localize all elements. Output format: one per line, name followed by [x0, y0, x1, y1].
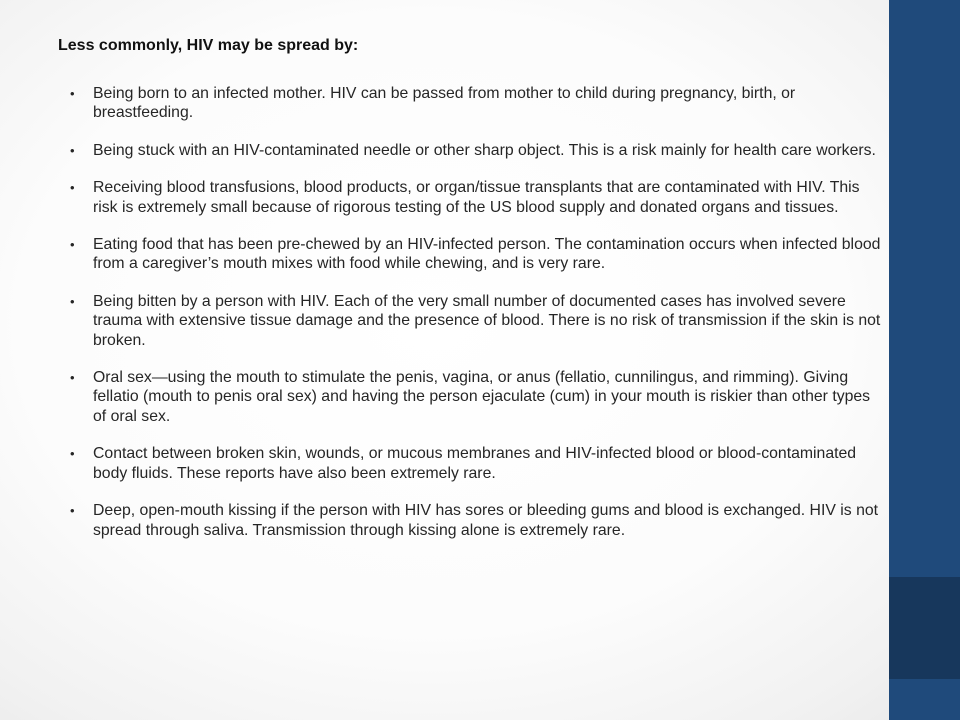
bullet-text: Oral sex—using the mouth to stimulate the penis, vagina, or anus (fellatio, cunnilingus, and rimming). Giving fellatio (mouth to penis oral sex) and having the person ejaculate (cum) in your mouth is riskier than other types of oral sex. [93, 369, 871, 425]
bullet-item [58, 235, 883, 274]
bullet-item [58, 84, 883, 123]
bullet-item [58, 501, 883, 540]
bullet-icon: • [70, 86, 75, 101]
slide-content [58, 36, 883, 558]
bullet-text: Eating food that has been pre-chewed by an HIV-infected person. The contamination occurs when infected blood from a caregiver’s mouth mixes with food while chewing, and is very rare. [93, 236, 881, 273]
bullet-icon: • [70, 180, 75, 196]
slide-heading: Less commonly, HIV may be spread by: [58, 37, 359, 54]
bullet-text: Being bitten by a person with HIV. Each of the very small number of documented cases has involved severe trauma with extensive tissue damage and the presence of blood. There is no risk of transmission if the skin is not broken. [93, 292, 881, 349]
bullet-item [58, 292, 883, 350]
bullet-text: Being stuck with an HIV-contaminated needle or other sharp object. This is a risk mainly for health care workers. [93, 141, 876, 159]
bullet-item [58, 178, 883, 217]
bullet-text: Deep, open-mouth kissing if the person with HIV has sores or bleeding gums and blood is exchanged. HIV is not spread through saliva. Transmission through kissing alone is extremely rare. [93, 502, 879, 539]
bullet-item [58, 368, 883, 426]
bullet-icon: • [70, 446, 75, 462]
side-bar-accent [889, 577, 960, 679]
bullet-icon: • [70, 237, 75, 253]
bullet-icon: • [70, 370, 75, 386]
bullet-text: Being born to an infected mother. HIV can be passed from mother to child during pregnancy, birth, or breastfeeding. [93, 85, 796, 122]
bullet-icon: • [70, 293, 75, 309]
bullet-icon: • [70, 142, 75, 158]
bullet-list [58, 84, 883, 540]
bullet-item [58, 141, 883, 160]
bullet-text: Receiving blood transfusions, blood products, or organ/tissue transplants that are contaminated with HIV. This risk is extremely small because of rigorous testing of the US blood supply and donated organs and tissues. [93, 179, 860, 216]
bullet-text: Contact between broken skin, wounds, or mucous membranes and HIV-infected blood or blood-contaminated body fluids. These reports have also been extremely rare. [93, 445, 857, 482]
bullet-item [58, 444, 883, 483]
bullet-icon: • [70, 503, 75, 519]
